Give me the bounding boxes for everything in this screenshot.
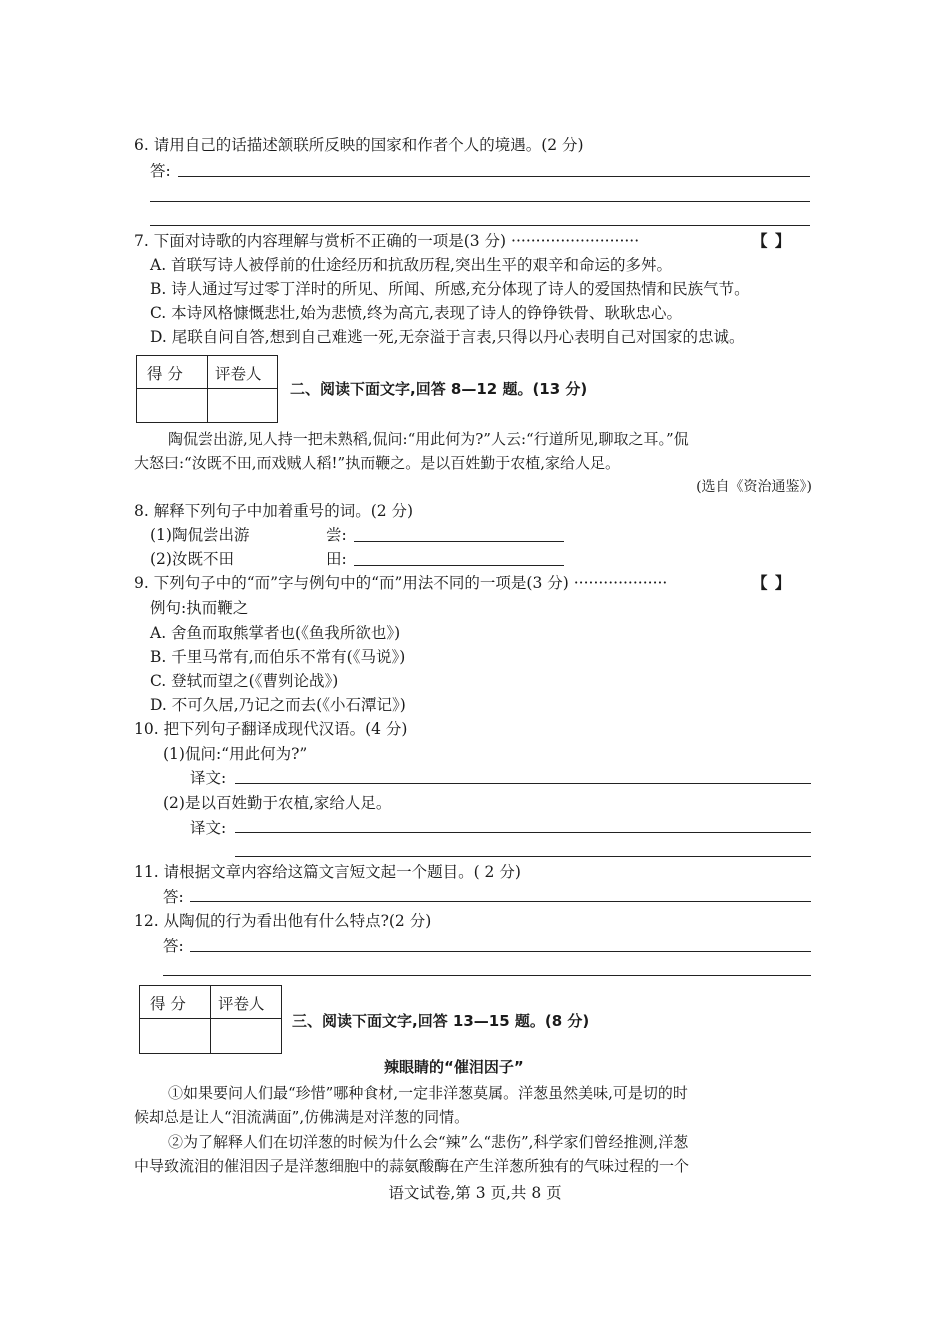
q7-option-d: D. 尾联自问自答,想到自己难逃一死,无奈溢于言表,只得以丹心表明自己对国家的忠诚。 [150,328,745,346]
passage-line-1: 陶侃尝出游,见人持一把未熟稻,侃问:“用此何为?”人云:“行道所见,聊取之耳。”侃 [168,430,689,448]
q9-example: 例句:执而鞭之 [150,599,249,617]
grader-label: 评卷人 [215,365,262,383]
q11-answer-line[interactable] [190,901,811,902]
q9-option-d: D. 不可久居,乃记之而去(《小石潭记》) [150,696,406,714]
q7-question [134,230,639,252]
q12-answer-line-1[interactable] [190,951,811,952]
section3-heading: 三、阅读下面文字,回答 13—15 题。(8 分) [292,1012,590,1030]
q6-answer-label: 答: [150,162,171,180]
q12-answer-line-2[interactable] [163,975,811,976]
q10-answer-line-3[interactable] [235,856,811,857]
article-title: 辣眼睛的“催泪因子” [384,1058,524,1076]
score-box-section3 [139,985,282,1054]
q8-question: 8. 解释下列句子中加着重号的词。(2 分) [134,502,414,520]
q7-answer-bracket[interactable]: 【 】 [752,231,792,250]
q10-answer-line-1[interactable] [235,783,811,784]
q6-answer-line-2[interactable] [150,201,810,202]
score-label: 得 分 [150,995,186,1013]
section2-heading: 二、阅读下面文字,回答 8—12 题。(13 分) [290,380,588,398]
q8-item-1: (1)陶侃尝出游 [150,526,250,544]
q10-answer-line-2[interactable] [235,832,811,833]
q10-item-2: (2)是以百姓勤于农植,家给人足。 [163,794,392,812]
article-p1-line-1: ①如果要问人们最“珍惜”哪种食材,一定非洋葱莫属。洋葱虽然美味,可是切的时 [168,1084,688,1102]
q7-option-a: A. 首联写诗人被俘前的仕途经历和抗敌历程,突出生平的艰辛和命运的多舛。 [150,256,672,274]
q10-translation-label-2: 译文: [190,819,227,837]
score-label: 得 分 [147,365,183,383]
q12-question: 12. 从陶侃的行为看出他有什么特点?(2 分) [134,912,432,930]
passage-source: (选自《资治通鉴》) [696,479,812,495]
passage-line-2: 大怒曰:“汝既不田,而戏贼人稻!”执而鞭之。是以百姓勤于农植,家给人足。 [134,454,620,472]
q7-question-text: 7. 下面对诗歌的内容理解与赏析不正确的一项是(3 分) [134,232,507,250]
q8-word-2: 田: [326,550,347,568]
q7-option-c: C. 本诗风格慷慨悲壮,始为悲愤,终为高亢,表现了诗人的铮铮铁骨、耿耿忠心。 [150,304,682,322]
q9-option-c: C. 登轼而望之(《曹刿论战》) [150,672,339,690]
page-footer: 语文试卷,第 3 页,共 8 页 [388,1184,562,1202]
q8-answer-line-1[interactable] [354,541,564,542]
q9-option-a: A. 舍鱼而取熊掌者也(《鱼我所欲也》) [150,624,401,642]
q10-translation-label-1: 译文: [190,769,227,787]
q11-answer-label: 答: [163,888,184,906]
q8-item-2: (2)汝既不田 [150,550,234,568]
article-p2-line-2: 中导致流泪的催泪因子是洋葱细胞中的蒜氨酸酶在产生洋葱所独有的气味过程的一个 [134,1157,690,1175]
q11-question: 11. 请根据文章内容给这篇文言短文起一个题目。( 2 分) [134,863,521,881]
q7-option-b: B. 诗人通过写过零丁洋时的所见、所闻、所感,充分体现了诗人的爱国热情和民族气节。 [150,280,750,298]
q9-leader-dots: ··················· [573,574,668,592]
q6-answer-line-3[interactable] [150,225,810,226]
q12-answer-label: 答: [163,937,184,955]
grader-label: 评卷人 [218,995,265,1013]
q9-question-text: 9. 下列句子中的“而”字与例句中的“而”用法不同的一项是(3 分) [134,574,569,592]
score-box-section2 [136,355,278,423]
q6-question: 6. 请用自己的话描述颔联所反映的国家和作者个人的境遇。(2 分) [134,136,584,154]
q9-question [134,572,667,594]
q10-item-1: (1)侃问:“用此何为?” [163,745,308,763]
article-p2-line-1: ②为了解释人们在切洋葱的时候为什么会“辣”么“悲伤”,科学家们曾经推测,洋葱 [168,1133,689,1151]
q7-leader-dots: ·························· [511,232,640,250]
q9-option-b: B. 千里马常有,而伯乐不常有(《马说》) [150,648,406,666]
article-p1-line-2: 候却总是让人“泪流满面”,仿佛满是对洋葱的同情。 [134,1108,470,1126]
q6-answer-line-1[interactable] [178,176,810,177]
q10-question: 10. 把下列句子翻译成现代汉语。(4 分) [134,720,408,738]
q9-answer-bracket[interactable]: 【 】 [752,573,792,592]
q8-word-1: 尝: [326,526,347,544]
q8-answer-line-2[interactable] [354,565,564,566]
